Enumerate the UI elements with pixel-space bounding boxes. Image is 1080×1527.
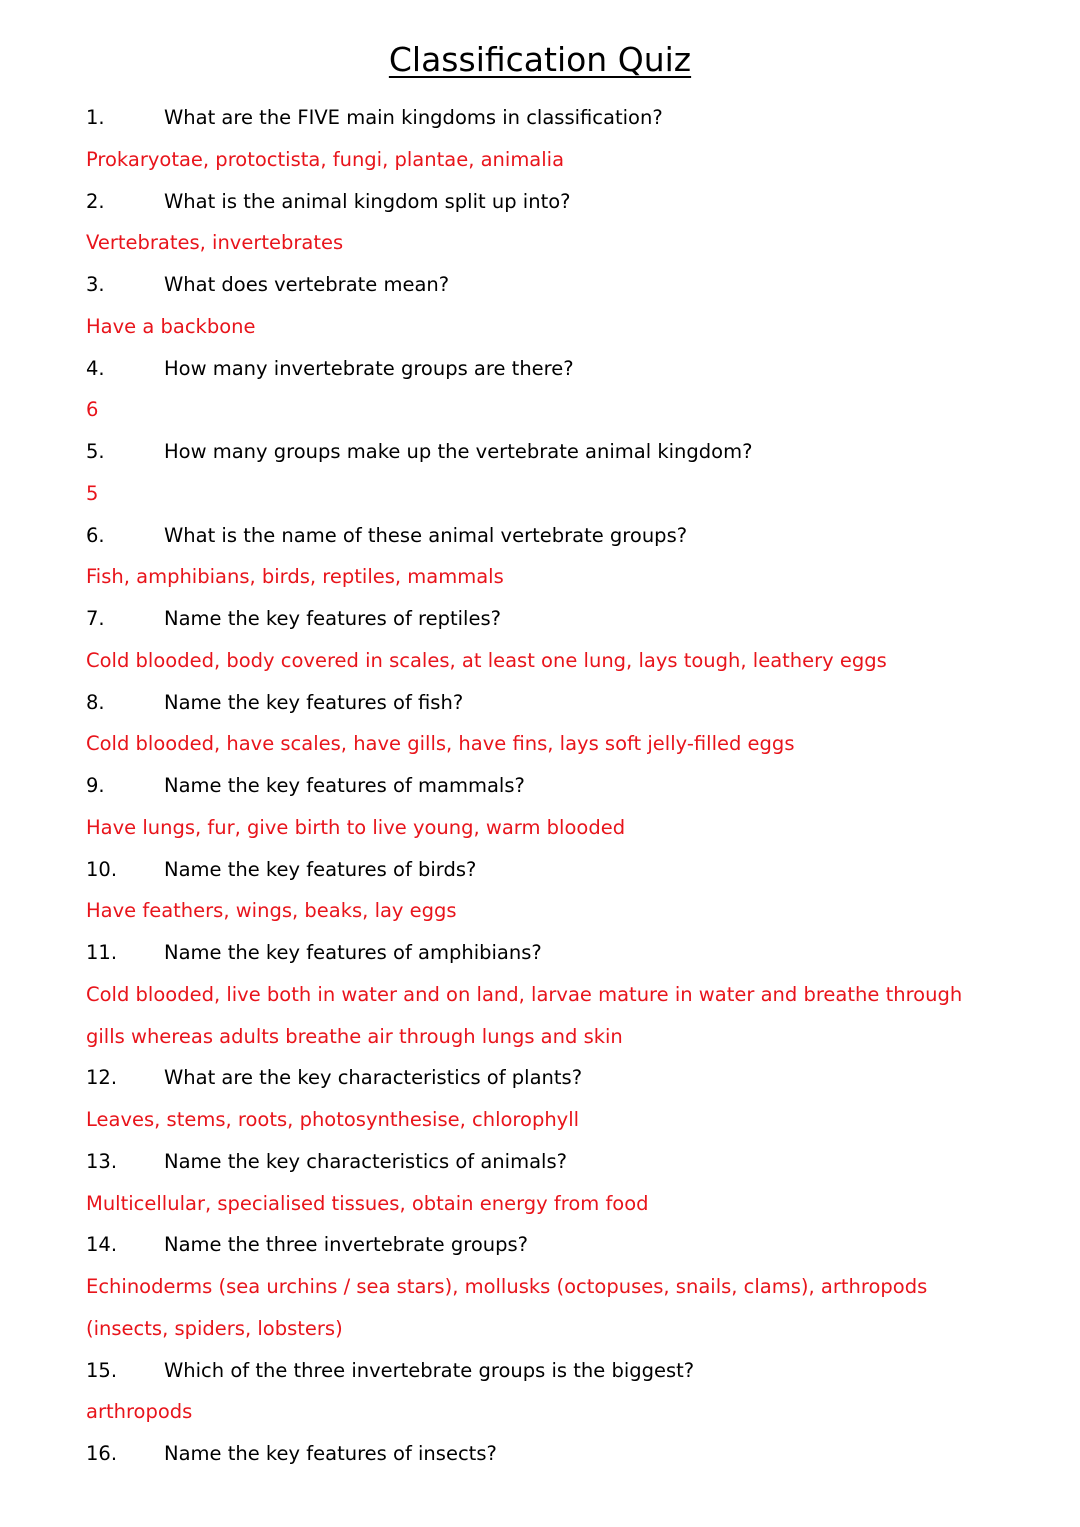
question-number: 13. (86, 1149, 118, 1173)
question-4 (86, 348, 1046, 390)
answer-2: Vertebrates, invertebrates (86, 231, 344, 255)
question-15 (86, 1350, 1046, 1392)
page-title-text: Classification Quiz (388, 40, 692, 79)
question-number: 16. (86, 1442, 118, 1465)
question-text: Name the key features of mammals? (164, 774, 525, 797)
answer-4: 6 (86, 398, 99, 422)
answer-11-line-2: gills whereas adults breathe air through lungs and skin (86, 1024, 623, 1048)
question-6 (86, 515, 1046, 557)
answer-13: Multicellular, specialised tissues, obtain energy from food (86, 1191, 649, 1215)
question-10 (86, 849, 1046, 891)
question-text: What are the FIVE main kingdoms in classification? (164, 106, 663, 129)
question-number: 1. (86, 106, 105, 129)
question-number: 3. (86, 273, 105, 296)
question-13 (86, 1141, 1046, 1183)
question-number: 8. (86, 690, 105, 714)
question-text: Name the key features of birds? (164, 857, 477, 881)
question-7 (86, 598, 1046, 640)
page-title (0, 38, 1080, 82)
question-text: Name the key features of fish? (164, 690, 464, 714)
question-text: Which of the three invertebrate groups is the biggest? (164, 1358, 695, 1382)
question-9 (86, 765, 1046, 807)
question-text: Name the key characteristics of animals? (164, 1149, 567, 1173)
answer-14-line-2: (insects, spiders, lobsters) (86, 1316, 343, 1340)
question-number: 15. (86, 1358, 118, 1382)
question-number: 4. (86, 356, 105, 380)
question-number: 6. (86, 523, 105, 547)
question-number: 14. (86, 1233, 118, 1257)
answer-11-line-1: Cold blooded, live both in water and on land, larvae mature in water and breathe through (86, 982, 963, 1006)
answer-5: 5 (86, 481, 99, 505)
question-3 (86, 264, 1046, 306)
question-text: What does vertebrate mean? (164, 273, 450, 296)
quiz-list (86, 97, 1046, 1475)
question-text: How many invertebrate groups are there? (164, 356, 574, 380)
question-11 (86, 932, 1046, 974)
question-text: Name the key features of insects? (164, 1442, 497, 1465)
answer-14-line-1: Echinoderms (sea urchins / sea stars), mollusks (octopuses, snails, clams), arthropods (86, 1275, 928, 1298)
question-text: How many groups make up the vertebrate animal kingdom? (164, 440, 753, 463)
question-number: 12. (86, 1066, 118, 1090)
question-text: What is the animal kingdom split up into? (164, 189, 571, 213)
question-16 (86, 1433, 1046, 1475)
question-5 (86, 431, 1046, 473)
question-number: 10. (86, 857, 118, 881)
question-number: 9. (86, 774, 105, 797)
answer-1: Prokaryotae, protoctista, fungi, plantae, animalia (86, 147, 565, 171)
question-text: Name the key features of reptiles? (164, 607, 501, 630)
question-text: What are the key characteristics of plants? (164, 1066, 583, 1090)
answer-3: Have a backbone (86, 314, 256, 338)
question-text: Name the three invertebrate groups? (164, 1233, 529, 1257)
question-number: 2. (86, 189, 105, 213)
answer-10: Have feathers, wings, beaks, lay eggs (86, 899, 457, 923)
answer-7: Cold blooded, body covered in scales, at least one lung, lays tough, leathery eggs (86, 648, 887, 672)
question-number: 11. (86, 941, 118, 964)
answer-6: Fish, amphibians, birds, reptiles, mammals (86, 565, 504, 589)
question-text: What is the name of these animal vertebrate groups? (164, 523, 688, 547)
question-text: Name the key features of amphibians? (164, 941, 542, 964)
question-2 (86, 181, 1046, 223)
answer-15: arthropods (86, 1400, 193, 1424)
question-1 (86, 97, 1046, 139)
answer-12: Leaves, stems, roots, photosynthesise, chlorophyll (86, 1108, 580, 1131)
question-number: 5. (86, 440, 105, 463)
question-8 (86, 682, 1046, 724)
answer-8: Cold blooded, have scales, have gills, have fins, lays soft jelly-filled eggs (86, 732, 795, 756)
question-12 (86, 1057, 1046, 1099)
question-14 (86, 1224, 1046, 1266)
question-number: 7. (86, 607, 105, 630)
answer-9: Have lungs, fur, give birth to live young, warm blooded (86, 815, 626, 839)
